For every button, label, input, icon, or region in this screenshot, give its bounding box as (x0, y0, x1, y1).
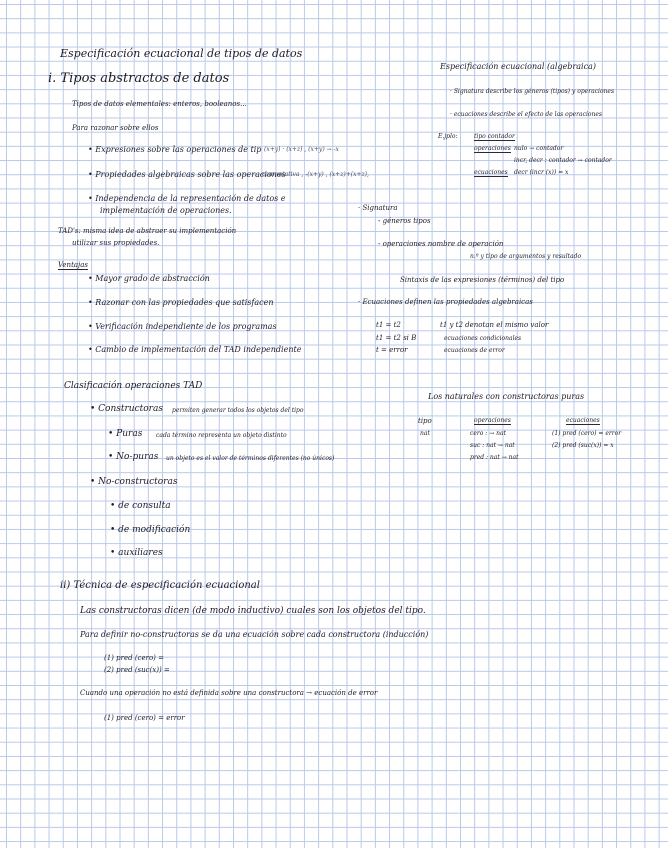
no-constructoras-label: No-constructoras (98, 477, 178, 487)
no-constructoras: • No-constructoras (90, 477, 178, 487)
eq-left: t = error (376, 346, 408, 354)
no-puras-desc: un objeto es el valor de términos diferentes (no únicos) (166, 455, 335, 462)
bullet-expresiones: • Expresiones sobre las operaciones de tip (88, 145, 262, 154)
section1-line1: Tipos de datos elementales: enteros, booleanos... (72, 100, 247, 108)
ventajas-label: Ventajas (58, 261, 88, 269)
tad-line2: utilizar sus propiedades. (72, 239, 160, 247)
ventaja-item: • Razonar con las propiedades que satisfacen (88, 298, 274, 307)
example-ec-decr: decr (incr (x)) = x (514, 169, 569, 176)
nat-tipo: nat (420, 430, 430, 437)
sig-generos: - géneros tipos (378, 217, 431, 225)
bullet-propiedades-text: Propiedades algebraicas sobre las operaciones (95, 170, 286, 179)
bullet-independencia: • Independencia de la representación de datos e (88, 194, 286, 203)
section2-eq3: (1) pred (cero) = error (104, 714, 185, 722)
naturales-title: Los naturales con constructoras puras (428, 392, 585, 401)
constructoras-desc: permiten generar todos los objetos del tipo (172, 407, 304, 414)
bullet-independencia-text: Independencia de la representación de datos e (95, 194, 286, 203)
eq-right: ecuaciones condicionales (444, 335, 522, 342)
example-ecuaciones: ecuaciones (474, 169, 508, 176)
noconst-item: • auxiliares (110, 548, 163, 558)
no-puras: • No-puras (108, 452, 159, 462)
section2-eq1: (1) pred (cero) = (104, 654, 164, 662)
formula-2: · conmutativa , -(x+y) , (x+z)+(x+z), (258, 171, 369, 178)
section1-line2: Para razonar sobre ellos (72, 124, 159, 132)
clasificacion-heading: Clasificación operaciones TAD (64, 381, 203, 391)
example-tipo: tipo contador (474, 133, 515, 140)
sintaxis: Sintaxis de las expresiones (términos) del tipo (400, 276, 565, 284)
noconst-item-text: de consulta (118, 501, 171, 511)
noconst-item-text: de modificación (118, 525, 191, 535)
section2-eq2: (2) pred (suc(x)) = (104, 666, 170, 674)
puras: • Puras (108, 429, 143, 439)
nat-header-operaciones: operaciones (474, 417, 511, 424)
eq-right: t1 y t2 denotan el mismo valor (440, 321, 549, 329)
section1-heading: i. Tipos abstractos de datos (48, 71, 230, 86)
bullet-implementacion: implementación de operaciones. (100, 206, 232, 215)
right-bullet-signatura: · Signatura describe los géneros (tipos) y operaciones (450, 88, 615, 95)
right-title: Especificación ecuacional (algebraica) (440, 62, 596, 71)
right-bullet-ecuaciones: · ecuaciones describe el efecto de las operaciones (450, 111, 602, 118)
nat-eq: (2) pred (suc(x)) = x (552, 442, 614, 449)
nat-op: cero : → nat (470, 430, 507, 437)
page-title: Especificación ecuacional de tipos de datos (60, 47, 303, 60)
puras-label: Puras (116, 429, 143, 439)
noconst-item: • de modificación (110, 525, 191, 535)
ventaja-text: Verificación independiente de los programas (95, 322, 277, 331)
section2-line2: Para definir no-constructoras se da una ecuación sobre cada constructora (inducción) (80, 630, 429, 639)
no-puras-label: No-puras (116, 452, 159, 462)
eq-left: t1 = t2 si B (376, 334, 417, 342)
puras-desc: cada término representa un objeto distinto (156, 432, 287, 439)
example-label: E.jplo: (438, 133, 458, 140)
section2-line1: Las constructoras dicen (de modo inductivo) cuales son los objetos del tipo. (80, 606, 426, 616)
ventaja-text: Razonar con las propiedades que satisfacen (95, 298, 274, 307)
ventaja-item: • Mayor grado de abstracción (88, 274, 210, 283)
bullet-propiedades: • Propiedades algebraicas sobre las operaciones (88, 170, 286, 179)
ventaja-text: Mayor grado de abstracción (95, 274, 210, 283)
ecuaciones-label: · Ecuaciones definen las propiedades algebraicas (358, 298, 533, 306)
sig-operaciones: - operaciones nombre de operación (378, 240, 504, 248)
tad-line1: TAD's: misma idea de abstraer su implementación (58, 227, 237, 235)
example-op-incr: incr, decr : contador → contador (514, 157, 612, 164)
sig-ops-detail: n.º y tipo de argumentos y resultado (470, 253, 582, 260)
noconst-item-text: auxiliares (118, 548, 163, 558)
example-operaciones: operaciones (474, 145, 511, 152)
ventaja-text: Cambio de implementación del TAD independiente (95, 345, 302, 354)
nat-op: suc : nat → nat (470, 442, 515, 449)
example-op-nulo: nulo → contador (514, 145, 564, 152)
ventaja-item: • Verificación independiente de los programas (88, 322, 277, 331)
nat-header-tipo: tipo (418, 417, 432, 425)
bullet-expresiones-text: Expresiones sobre las operaciones de tip (95, 145, 262, 154)
nat-header-ecuaciones: ecuaciones (566, 417, 600, 424)
section2-line3: Cuando una operación no está definida sobre una constructora → ecuación de error (80, 689, 378, 697)
formula-1: (x+y) · (x+z) , (x+y) → -x (264, 146, 339, 153)
noconst-item: • de consulta (110, 501, 171, 511)
eq-right: ecuaciones de error (444, 347, 505, 354)
ventaja-item: • Cambio de implementación del TAD independiente (88, 345, 302, 354)
constructoras-label: Constructoras (98, 404, 163, 414)
nat-op: pred : nat → nat (470, 454, 519, 461)
nat-eq: (1) pred (cero) = error (552, 430, 622, 437)
constructoras: • Constructoras (90, 404, 163, 414)
signatura-label: · Signatura (358, 204, 398, 212)
section2-heading: ii) Técnica de especificación ecuacional (60, 580, 260, 591)
eq-left: t1 = t2 (376, 321, 401, 329)
